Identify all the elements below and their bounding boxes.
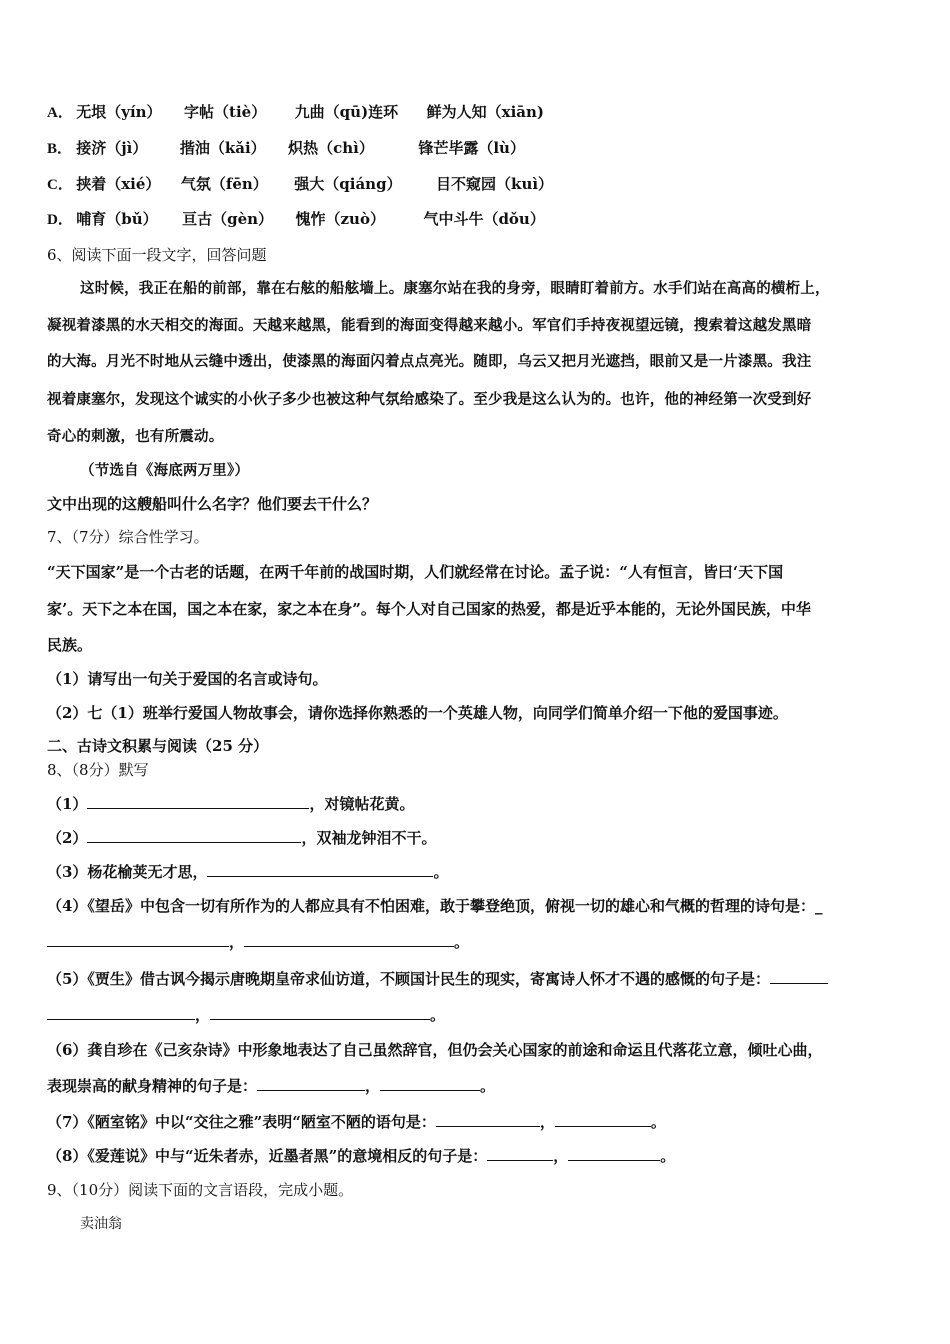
q6-question: 文中出现的这艘船叫什么名字？他们要去干什么？ [47, 495, 378, 513]
option-item: 接济（jì） [76, 139, 148, 157]
answer-blank[interactable] [47, 932, 229, 947]
item-end: 。 [660, 1147, 676, 1165]
q8-item-4-blanks [47, 932, 469, 952]
q8-item-6-blanks [47, 1076, 495, 1096]
separator: ， [553, 1147, 569, 1165]
answer-blank[interactable] [257, 1076, 365, 1091]
separator: ， [229, 933, 245, 951]
passage-line: 视着康塞尔，发现这个诚实的小伙子多少也被这种气氛给感染了。至少我是这么认为的。也许，他的神经第一次受到好 [47, 391, 812, 408]
separator: ， [195, 1006, 211, 1024]
option-label: A． [47, 105, 73, 121]
q7-intro-line: 家’。天下之本在国，国之本在家，家之本在身”。每个人对自己国家的热爱，都是近乎本能的，无论外国民族，中华 [47, 600, 811, 618]
option-item: 气中斗牛（dǒu） [423, 210, 545, 228]
option-item: 亘古（gèn） [182, 210, 274, 228]
item-suffix: ，对镜帖花黄。 [309, 795, 415, 813]
q8-item-3 [47, 862, 448, 882]
separator: ， [365, 1077, 381, 1095]
answer-blank[interactable] [210, 1005, 430, 1020]
item-prefix: （5）《贾生》借古讽今揭示唐晚期皇帝求仙访道，不顾国计民生的现实，寄寓诗人怀才不遇的感慨的句子是： [47, 970, 770, 988]
option-item: 鲜为人知（xiān) [426, 103, 545, 121]
q6-header: 6、阅读下面一段文字，回答问题 [47, 246, 267, 264]
answer-blank[interactable] [47, 1005, 195, 1020]
q9-title: 卖油翁 [80, 1216, 122, 1232]
option-item: 气氛（fēn） [180, 175, 268, 193]
option-item: 九曲（qū)连环 [294, 103, 399, 121]
passage-line: 奇心的刺激，也有所震动。 [47, 428, 224, 445]
answer-blank[interactable] [87, 794, 309, 809]
option-b [47, 138, 525, 159]
option-c [47, 174, 553, 195]
q7-sub1: （1）请写出一句关于爱国的名言或诗句。 [47, 670, 328, 688]
answer-blank[interactable] [380, 1076, 480, 1091]
option-item: 字帖（tiè） [184, 103, 267, 121]
q8-item-7 [47, 1112, 666, 1132]
item-end: 。 [650, 1113, 666, 1131]
answer-blank[interactable] [555, 1112, 651, 1127]
option-item: 挟着（xié） [76, 175, 161, 193]
item-prefix: （1） [47, 795, 88, 813]
q8-item-1 [47, 794, 414, 814]
option-label: D． [47, 212, 73, 228]
answer-blank[interactable] [487, 1146, 553, 1161]
option-item: 愧怍（zuò） [295, 210, 385, 228]
passage-line: 凝视着漆黑的水天相交的海面。天越来越黑，能看到的海面变得越来越小。军官们手持夜视望远镜，搜索着这越发黑暗 [47, 317, 812, 334]
q7-intro-line: “天下国家”是一个古老的话题，在两千年前的战国时期，人们就经常在讨论。孟子说：“人有恒言，皆曰‘天下国 [47, 563, 784, 581]
answer-blank[interactable] [436, 1112, 540, 1127]
option-item: 炽热（chì） [288, 139, 374, 157]
item-end: 。 [480, 1077, 496, 1095]
item-prefix: （7）《陋室铭》中以“交往之雅”表明“陋室不陋的语句是： [47, 1113, 436, 1131]
answer-blank[interactable] [87, 828, 301, 843]
q8-item-4-text: （4）《望岳》中包含一切有所作为的人都应具有不怕困难，敢于攀登绝顶，俯视一切的雄心和气概的哲理的诗句是：_ [47, 897, 823, 915]
answer-blank[interactable] [770, 969, 828, 984]
option-label: B． [47, 141, 73, 157]
option-item: 无垠（yín） [76, 103, 162, 121]
q8-item-6-text: （6）龚自珍在《己亥杂诗》中形象地表达了自己虽然辞官，但仍会关心国家的前途和命运且代落花立意，倾吐心曲， [47, 1041, 823, 1059]
answer-blank[interactable] [207, 862, 433, 877]
q7-intro-line: 民族。 [47, 636, 93, 654]
option-d [47, 209, 545, 230]
option-label: C． [47, 177, 73, 193]
item-prefix: （2） [47, 829, 88, 847]
option-item: 哺育（bǔ） [76, 210, 158, 228]
q8-item-5-blanks [47, 1005, 445, 1025]
option-a [47, 102, 544, 123]
option-item: 强大（qiáng） [294, 175, 402, 193]
passage-line: 的大海。月光不时地从云缝中透出，使漆黑的海面闪着点点亮光。随即，乌云又把月光遮挡，眼前又是一片漆黑。我注 [47, 353, 812, 370]
q8-header: 8、（8分）默写 [47, 761, 149, 779]
passage-source: （节选自《海底两万里》） [80, 462, 250, 479]
item-suffix: ，双袖龙钟泪不干。 [301, 829, 437, 847]
q9-header: 9、（10分）阅读下面的文言语段，完成小题。 [47, 1181, 354, 1199]
item-prefix: （8）《爱莲说》中与“近朱者赤，近墨者黑”的意境相反的句子是： [47, 1147, 488, 1165]
q8-item-2 [47, 828, 436, 848]
option-item: 揩油（kǎi） [179, 139, 266, 157]
section-title: 二、古诗文积累与阅读（25 分） [47, 737, 269, 755]
q7-sub2: （2）七（1）班举行爱国人物故事会，请你选择你熟悉的一个英雄人物，向同学们简单介绍一下他的爱国事迹。 [47, 704, 788, 722]
answer-blank[interactable] [568, 1146, 660, 1161]
passage-line: 这时候，我正在船的前部，靠在右舷的船舷墙上。康塞尔站在我的身旁，眼睛盯着前方。水手们站在高高的横桁上， [80, 280, 830, 297]
item-prefix: 表现崇高的献身精神的句子是： [47, 1077, 258, 1095]
item-end: 。 [454, 933, 470, 951]
q7-header: 7、（7分）综合性学习。 [47, 528, 209, 546]
item-prefix: （3）杨花榆荚无才思， [47, 863, 208, 881]
option-item: 目不窥园（kuì） [436, 175, 554, 193]
answer-blank[interactable] [244, 932, 454, 947]
q8-item-8 [47, 1146, 675, 1166]
option-item: 锋芒毕露（lù） [418, 139, 525, 157]
item-suffix: 。 [433, 863, 449, 881]
q8-item-5-text [47, 969, 828, 989]
separator: ， [539, 1113, 555, 1131]
item-end: 。 [430, 1006, 446, 1024]
